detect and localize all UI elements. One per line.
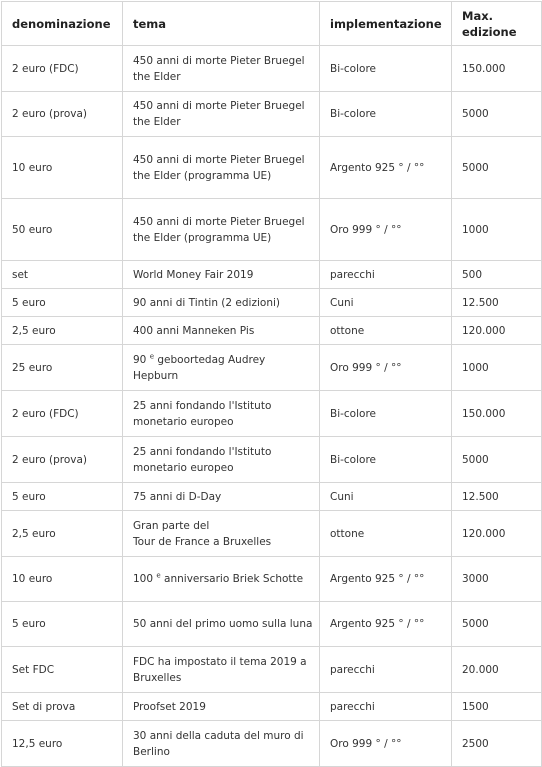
cell-tema: 400 anni Manneken Pis — [123, 317, 320, 345]
table-row — [2, 345, 542, 391]
cell-implementazione: Cuni — [320, 483, 452, 511]
cell-tema — [123, 511, 320, 557]
cell-edizione: 20.000 — [452, 647, 542, 693]
cell-edizione: 1000 — [452, 345, 542, 391]
cell-edizione: 1500 — [452, 693, 542, 721]
table-row — [2, 46, 542, 92]
table-row — [2, 511, 542, 557]
cell-implementazione: Oro 999 ° / °° — [320, 345, 452, 391]
cell-tema: 450 anni di morte Pieter Bruegel the Elder (programma UE) — [123, 199, 320, 261]
cell-implementazione: Argento 925 ° / °° — [320, 602, 452, 647]
cell-tema: 25 anni fondando l'Istituto monetario europeo — [123, 391, 320, 437]
table-row — [2, 437, 542, 483]
table-row — [2, 137, 542, 199]
cell-implementazione: ottone — [320, 511, 452, 557]
header-denominazione: denominazione — [2, 2, 123, 46]
cell-tema: 90 anni di Tintin (2 edizioni) — [123, 289, 320, 317]
tema-number: 100 — [133, 573, 154, 585]
cell-denominazione: Set di prova — [2, 693, 123, 721]
coin-table — [1, 1, 542, 767]
cell-implementazione: Bi-colore — [320, 437, 452, 483]
cell-denominazione: 2 euro (prova) — [2, 92, 123, 137]
cell-implementazione: ottone — [320, 317, 452, 345]
table-row — [2, 721, 542, 767]
cell-edizione: 500 — [452, 261, 542, 289]
tema-line: Gran parte del — [133, 519, 210, 532]
cell-implementazione: parecchi — [320, 693, 452, 721]
cell-edizione: 120.000 — [452, 511, 542, 557]
cell-implementazione: parecchi — [320, 261, 452, 289]
table-row — [2, 693, 542, 721]
cell-tema — [123, 557, 320, 602]
cell-implementazione: Bi-colore — [320, 92, 452, 137]
cell-edizione: 2500 — [452, 721, 542, 767]
cell-tema: 450 anni di morte Pieter Bruegel the Elder — [123, 92, 320, 137]
cell-denominazione: Set FDC — [2, 647, 123, 693]
cell-denominazione: 2,5 euro — [2, 317, 123, 345]
cell-edizione: 120.000 — [452, 317, 542, 345]
cell-edizione: 1000 — [452, 199, 542, 261]
cell-implementazione: parecchi — [320, 647, 452, 693]
cell-tema: 30 anni della caduta del muro di Berlino — [123, 721, 320, 767]
table-row — [2, 391, 542, 437]
cell-edizione: 5000 — [452, 602, 542, 647]
cell-implementazione: Bi-colore — [320, 391, 452, 437]
cell-denominazione: 5 euro — [2, 602, 123, 647]
cell-denominazione: 50 euro — [2, 199, 123, 261]
cell-tema: World Money Fair 2019 — [123, 261, 320, 289]
table-row — [2, 92, 542, 137]
cell-denominazione: 2 euro (FDC) — [2, 46, 123, 92]
cell-denominazione: 10 euro — [2, 557, 123, 602]
cell-tema: 450 anni di morte Pieter Bruegel the Elder (programma UE) — [123, 137, 320, 199]
cell-edizione: 12.500 — [452, 483, 542, 511]
cell-denominazione: 2 euro (prova) — [2, 437, 123, 483]
table-header-row — [2, 2, 542, 46]
cell-tema: 450 anni di morte Pieter Bruegel the Elder — [123, 46, 320, 92]
cell-implementazione: Bi-colore — [320, 46, 452, 92]
cell-edizione: 5000 — [452, 92, 542, 137]
table-row — [2, 289, 542, 317]
table-row — [2, 317, 542, 345]
cell-implementazione: Argento 925 ° / °° — [320, 137, 452, 199]
table-row — [2, 602, 542, 647]
cell-tema: FDC ha impostato il tema 2019 a Bruxelles — [123, 647, 320, 693]
header-tema: tema — [123, 2, 320, 46]
cell-denominazione: 5 euro — [2, 289, 123, 317]
cell-tema — [123, 345, 320, 391]
cell-implementazione: Oro 999 ° / °° — [320, 199, 452, 261]
ordinal-superscript: e — [156, 571, 161, 580]
cell-tema: 75 anni di D-Day — [123, 483, 320, 511]
header-max-edizione: Max. edizione — [452, 2, 542, 46]
cell-implementazione: Cuni — [320, 289, 452, 317]
table-row — [2, 483, 542, 511]
cell-edizione: 3000 — [452, 557, 542, 602]
ordinal-superscript: e — [149, 352, 155, 360]
tema-text: geboortedag Audrey Hepburn — [133, 353, 266, 382]
cell-edizione: 5000 — [452, 137, 542, 199]
tema-number: 90 — [133, 353, 147, 366]
cell-edizione: 12.500 — [452, 289, 542, 317]
table-row — [2, 557, 542, 602]
table-row — [2, 261, 542, 289]
cell-denominazione: 5 euro — [2, 483, 123, 511]
cell-denominazione: 12,5 euro — [2, 721, 123, 767]
table-row — [2, 647, 542, 693]
cell-denominazione: 25 euro — [2, 345, 123, 391]
cell-denominazione: 2,5 euro — [2, 511, 123, 557]
table-row — [2, 199, 542, 261]
cell-tema: 50 anni del primo uomo sulla luna — [123, 602, 320, 647]
header-implementazione: implementazione — [320, 2, 452, 46]
cell-denominazione: 10 euro — [2, 137, 123, 199]
cell-edizione: 5000 — [452, 437, 542, 483]
cell-tema: 25 anni fondando l'Istituto monetario europeo — [123, 437, 320, 483]
tema-text: anniversario Briek Schotte — [160, 573, 304, 585]
cell-implementazione: Oro 999 ° / °° — [320, 721, 452, 767]
cell-denominazione: 2 euro (FDC) — [2, 391, 123, 437]
cell-edizione: 150.000 — [452, 391, 542, 437]
cell-tema: Proofset 2019 — [123, 693, 320, 721]
tema-line: Tour de France a Bruxelles — [133, 535, 272, 548]
cell-edizione: 150.000 — [452, 46, 542, 92]
cell-denominazione: set — [2, 261, 123, 289]
cell-implementazione: Argento 925 ° / °° — [320, 557, 452, 602]
